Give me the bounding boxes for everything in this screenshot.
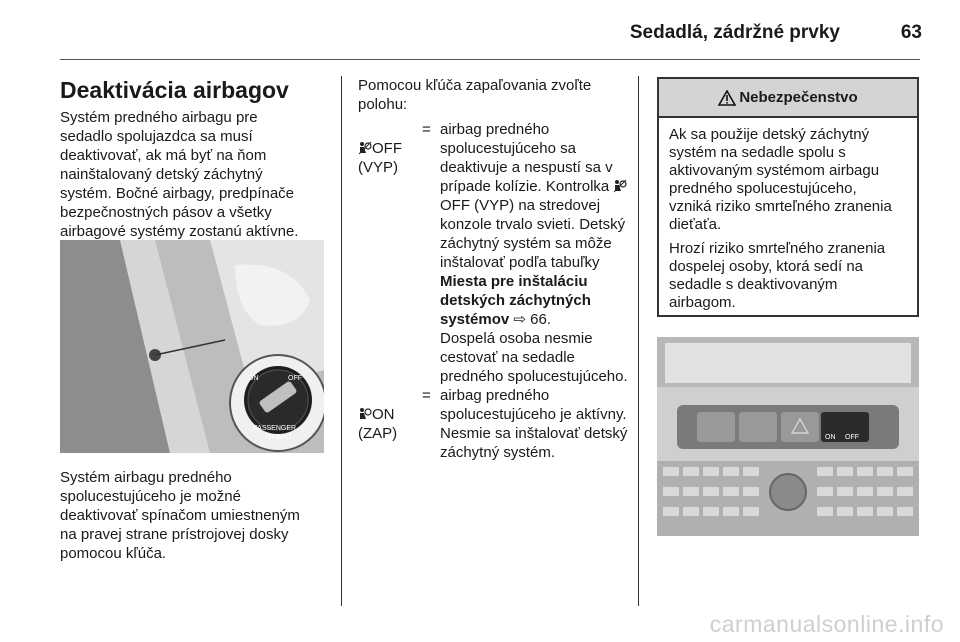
column-2 [358, 76, 628, 462]
column-1 [60, 76, 332, 241]
section-title: Sedadlá, zádržné prvky [629, 22, 840, 43]
equals-sign: = [422, 387, 431, 404]
off-label: OFF [288, 375, 302, 382]
positions-intro: Pomocou kľúča zapaľovania zvoľte polohu: [358, 77, 592, 113]
warning-title: Nebezpečenstvo [739, 89, 858, 106]
section-heading: Deaktivácia airbagov [60, 77, 289, 103]
position-on-description: airbag predného spolucestujúceho je aktívny. Nesmie sa inštalovať detský záchytný systém. [440, 387, 628, 461]
warning-paragraph-1: Ak sa použije detský záchytný systém na sedadle spolu s aktivovaným systémom airbagu predného spolucestujúceho, vzniká riziko smrteľného zranenia dieťaťa. [669, 126, 892, 233]
page-number: 63 [900, 22, 922, 43]
airbag-off-icon-inline [613, 179, 627, 193]
airbag-switch-illustration [60, 240, 324, 453]
position-off-description: airbag predného spolucestujúceho sa deaktivuje a nespustí sa v prípade kolízie. Kontrolka OFF (VYP) na stredovej konzole trvalo svieti. Detský záchytný systém sa môže inštalovať podľa tabuľky Miesta pre inštaláciu detských záchytných systémov ⇨ 66. Dospelá osoba nesmie cestovať na sedadle predného spolucestujúceho. [440, 121, 628, 385]
position-on-term: ON (ZAP) [358, 406, 398, 442]
warning-header [659, 79, 917, 118]
airbag-switch-photo [60, 240, 324, 453]
positions-list [358, 120, 628, 462]
column-divider-2 [638, 76, 639, 606]
airbag-label: AIRBAG [265, 434, 292, 441]
table-reference: Miesta pre inštaláciu detských záchytných systémov [440, 273, 591, 328]
console-off-label: OFF [845, 434, 859, 441]
on-label: ON [248, 375, 259, 382]
intro-paragraph: Systém predného airbagu pre sedadlo spolujazdca sa musí deaktivovať, ak má byť na ňom nainštalovaný detský záchytný systém. Bočné airbagy, predpínače bezpečnostných pásov a všetky airbagové systémy zostanú aktívne. [60, 109, 299, 240]
watermark: carmanualsonline.info [709, 611, 944, 637]
column-divider-1 [341, 76, 342, 606]
position-off [358, 120, 628, 386]
center-console-illustration [657, 337, 919, 536]
position-off-term: OFF (VYP) [358, 140, 402, 176]
column-1-bottom [60, 468, 332, 563]
page-header [0, 16, 960, 56]
center-console-photo [657, 337, 919, 536]
console-on-label: ON [825, 434, 836, 441]
equals-sign: = [422, 121, 431, 138]
passenger-label: PASSENGER [253, 425, 297, 432]
page-ref-arrow-icon: ⇨ [509, 311, 526, 328]
header-rule [60, 59, 920, 60]
warning-box [657, 77, 919, 317]
warning-body [659, 118, 917, 326]
warning-paragraph-2: Hrozí riziko smrteľného zranenia dospelej osoby, ktorá sedí na sedadle s deaktivovaným airbagom. [669, 240, 886, 311]
airbag-off-icon [358, 141, 372, 155]
airbag-on-icon [358, 407, 372, 421]
position-on [358, 386, 628, 462]
bottom-paragraph: Systém airbagu predného spolucestujúceho je možné deaktivovať spínačom umiestneným na pravej strane prístrojovej dosky pomocou kľúča. [60, 469, 300, 562]
warning-triangle-icon [718, 90, 736, 106]
